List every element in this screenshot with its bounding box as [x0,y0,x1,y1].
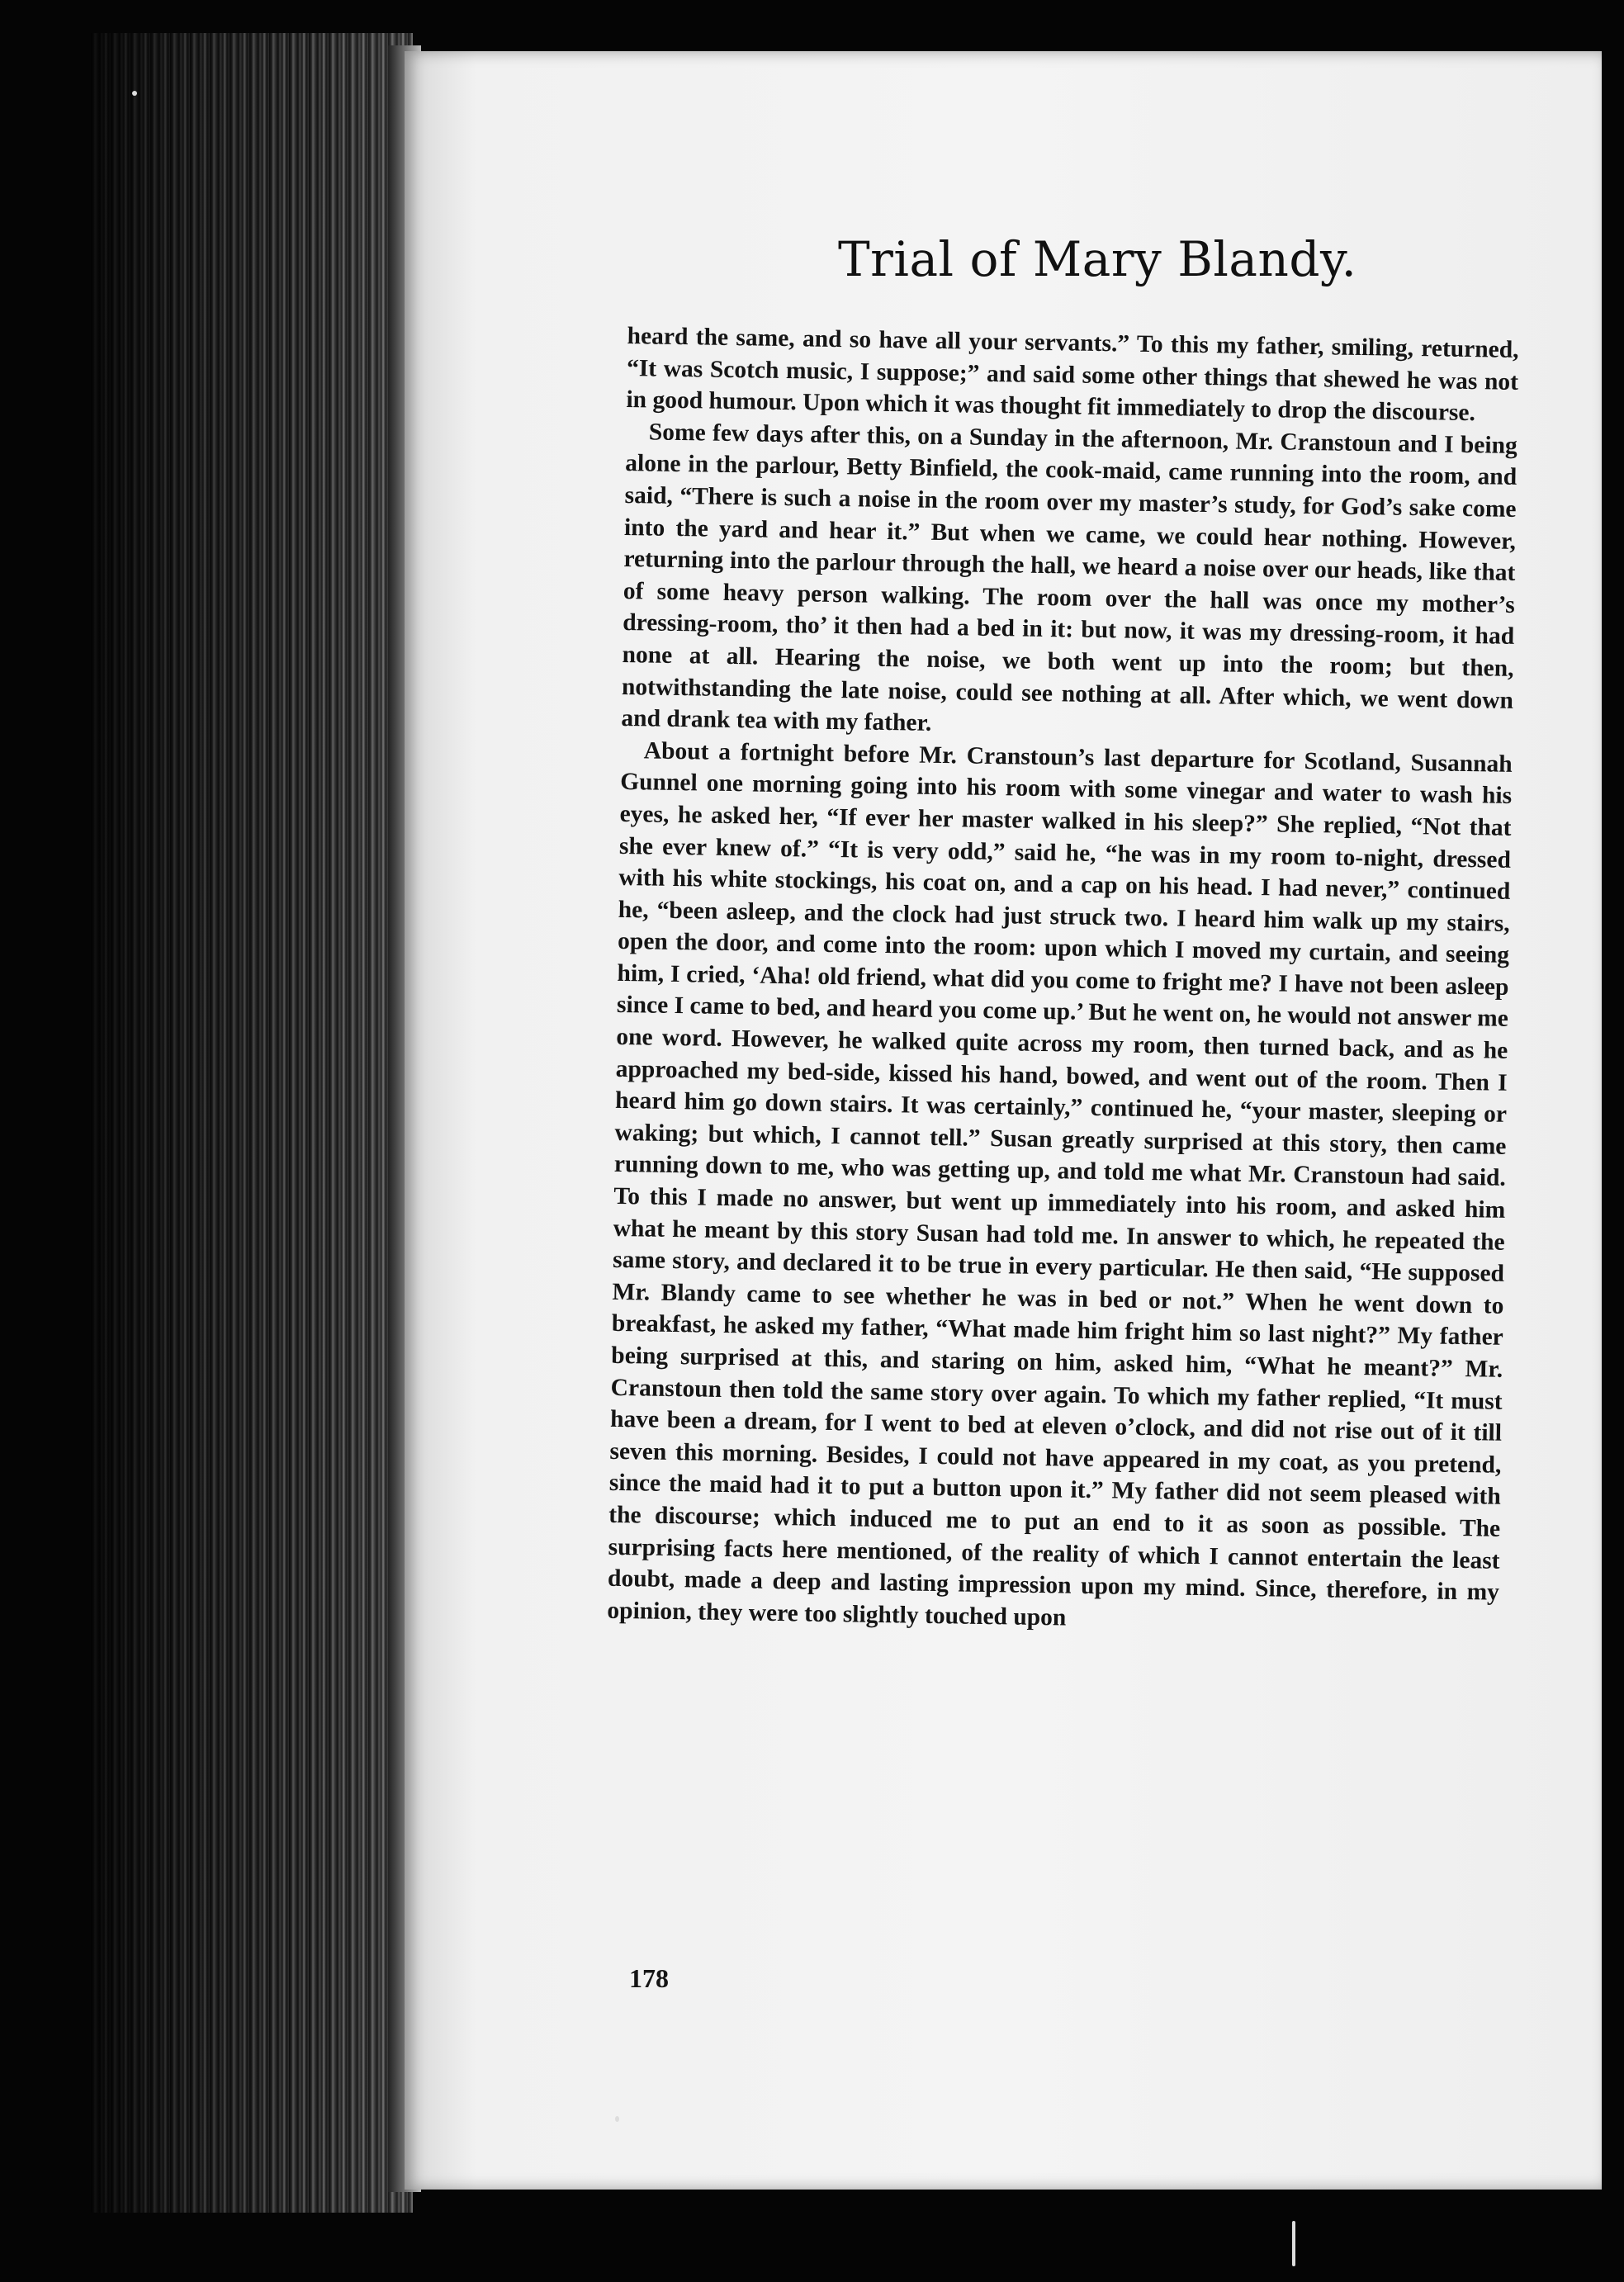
paragraph-3: About a fortnight before Mr. Cranstoun’s last departure for Scotland, Susannah Gunnel one morning going into his room with some vinegar and water to wash his eyes, he asked her, “If ever her master walked in his sleep?” She replied, “Not that she ever knew of.” “It is very odd,” said he, “he was in my room to-night, dressed with his white stockings, his coat on, and a cap on his head. I had never,” continued he, “been asleep, and the clock had just struck two. I heard him walk up my stairs, open the door, and come into the room: upon which I moved my curtain, and seeing him, I cried, ‘Aha! old friend, what did you come to fright me? I have not been asleep since I came to bed, and heard you come up.’ But he went on, he would not answer me one word. However, he walked quite across my room, then turned back, and as he approached my bed-side, kissed his hand, bowed, and went out of the room. Then I heard him go down stairs. It was certainly,” continued he, “your master, sleeping or waking; but which, I cannot tell.” Susan greatly surprised at this story, then came running down to me, who was getting up, and told me what Mr. Cranstoun had said. To this I made no answer, but went up immediately into his room, and asked him what he meant by this story Susan had told me. In answer to which, he repeated the same story, and declared it to be true in every particular. He then said, “He supposed Mr. Blandy came to see whether he was in bed or not.” When he went down to breakfast, he asked my father, “What made him fright him so last night?” My father being surprised at this, and staring on him, asked him, “What he meant?” Mr. Cranstoun then told the same story over again. To which my father replied, “It must have been a dream, for I went to bed at eleven o’clock, and did not rise out of it till seven this morning. Besides, I could not have appeared in my coat, as you pretend, since the maid had it to put a button upon it.” My father did not seem pleased with the discourse; which induced me to put an end to it as soon as possible. The surprising facts here mentioned, of the reality of which I cannot entertain the least doubt, made a deep and lasting impression upon my mind. Since, therefore, in my opinion, they were too slightly touched upon [607,737,1513,1631]
page-edges-shadow [91,33,413,2213]
body-text [607,320,1519,1640]
dust-speck [132,91,137,96]
running-head: Trial of Mary Blandy. [838,231,1357,287]
paragraph-2: Some few days after this, on a Sunday in the afternoon, Mr. Cranstoun and I being alone in the parlour, Betty Binfield, the cook-maid, came running into the room, and said, “There is such a noise in the room over my master’s study, for God’s sake come into the yard and hear it.” But when we came, we could hear nothing. However, returning into the parlour through the hall, we heard a noise over our heads, like that of some heavy person walking. The room over the hall was once my mother’s dressing-room, tho’ it then had a bed in it: but now, it was my dressing-room, it had none at all. Hearing the noise, we both went up into the room; but then, notwithstanding the late noise, could see nothing at all. After which, we went down and drank tea with my father. [621,419,1518,736]
page-number: 178 [629,1963,669,1993]
dust-speck [615,2116,619,2122]
paragraph-1: heard the same, and so have all your servants.” To this my father, smiling, returned, “It was Scotch music, I suppose;” and said some other things that shewed he was not in good humour. Upon which it was thought fit immediately to drop the discourse. [626,322,1519,427]
dust-speck [1292,2221,1295,2266]
